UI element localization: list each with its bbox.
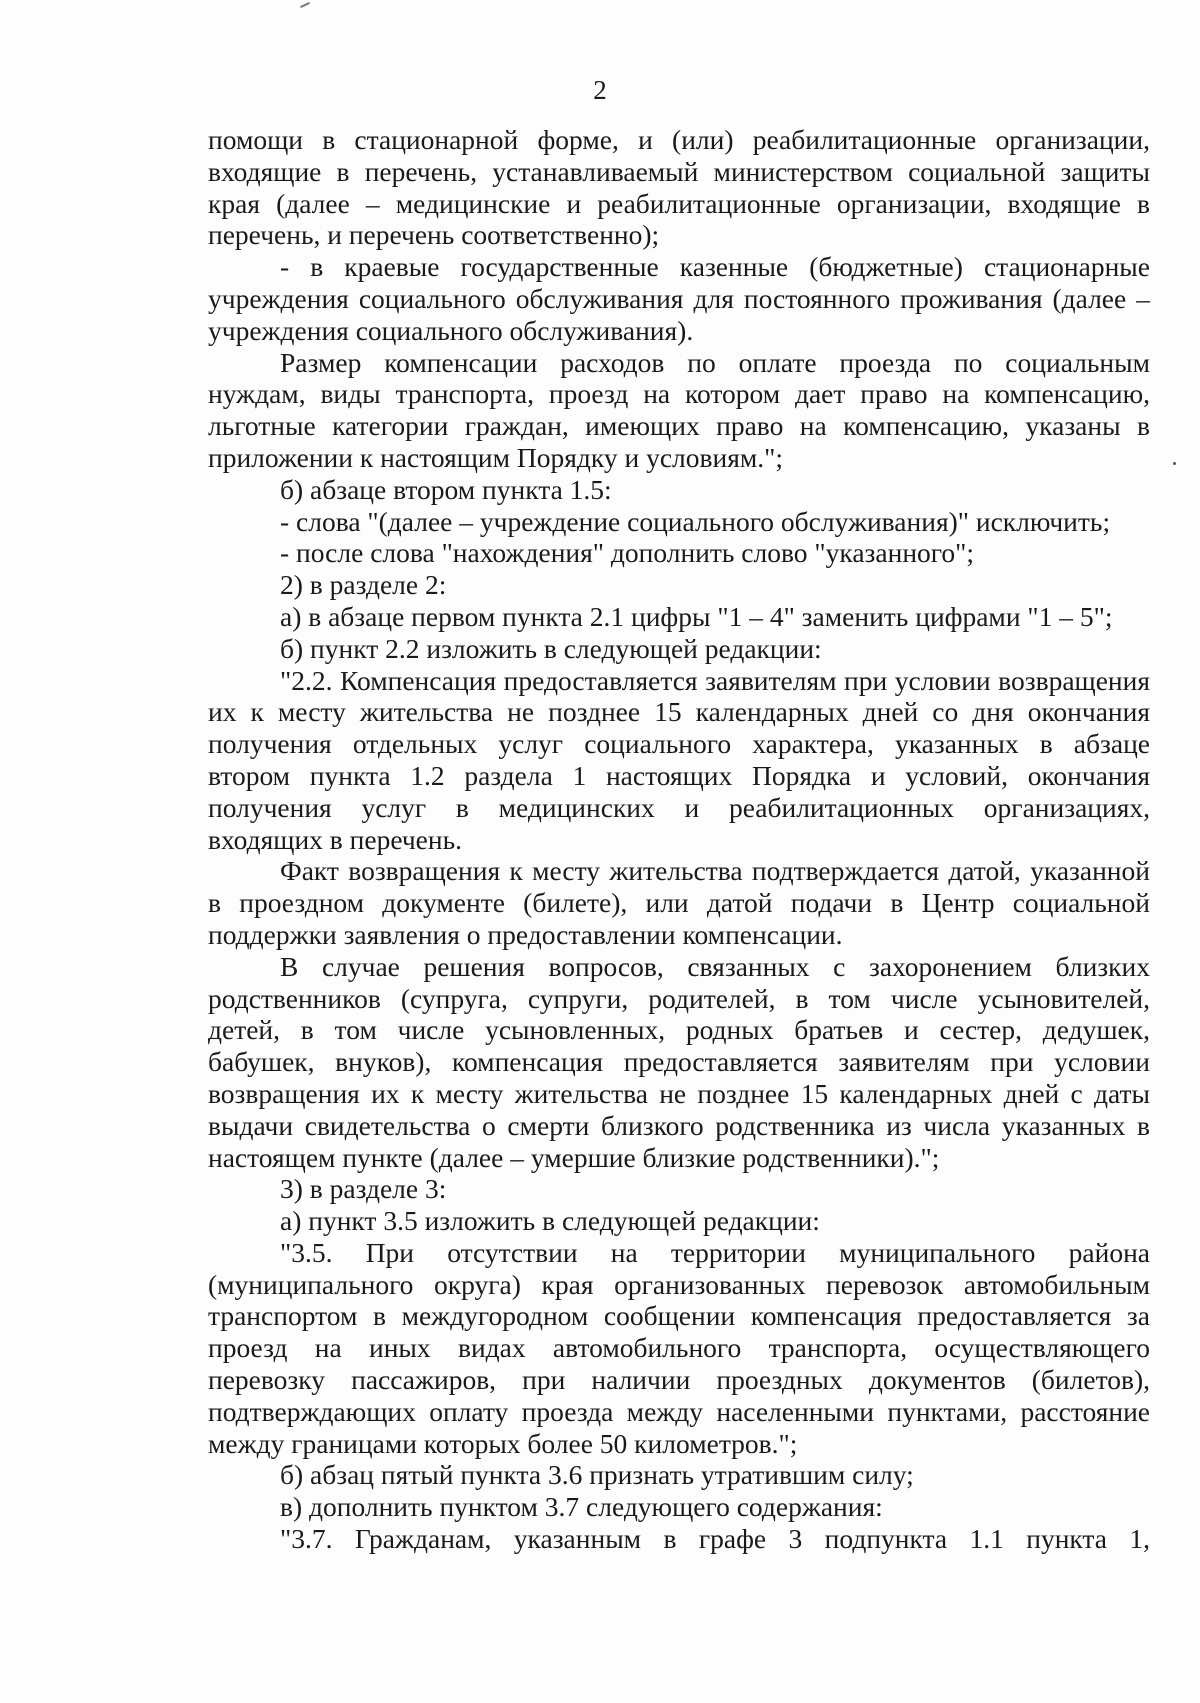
text-line: 2) в разделе 2: <box>280 569 447 601</box>
text-line: учреждения социального обслуживания для постоянного проживания (далее – <box>208 282 1150 314</box>
text-line: поддержки заявления о предоставлении компенсации. <box>208 918 843 950</box>
text-line: получения услуг в медицинских и реабилитационных организациях, <box>208 791 1150 823</box>
text-line: получения отдельных услуг социального характера, указанных в абзаце <box>208 728 1150 760</box>
text-line: настоящем пункте (далее – умершие близкие родственники)."; <box>208 1141 940 1173</box>
text-line: перечень, и перечень соответственно); <box>208 219 660 251</box>
text-line: льготные категории граждан, имеющих право на компенсацию, указаны в <box>208 410 1150 442</box>
text-line: проезд на иных видах автомобильного транспорта, осуществляющего <box>208 1332 1150 1364</box>
text-line: В случае решения вопросов, связанных с захоронением близких <box>280 950 1150 982</box>
text-line: "3.7. Гражданам, указанным в графе 3 подпункта 1.1 пункта 1, <box>280 1523 1150 1555</box>
text-line: родственников (супруга, супруги, родителей, в том числе усыновителей, <box>208 982 1150 1014</box>
text-line: в проездном документе (билете), или датой подачи в Центр социальной <box>208 887 1150 919</box>
text-line: помощи в стационарной форме, и (или) реабилитационные организации, <box>208 124 1150 155</box>
text-line: учреждения социального обслуживания). <box>208 314 694 346</box>
text-line: детей, в том числе усыновленных, родных братьев и сестер, дедушек, <box>208 1014 1150 1046</box>
document-body <box>208 124 1150 1555</box>
text-line: края (далее – медицинские и реабилитационные организации, входящие в <box>208 187 1150 219</box>
text-line: втором пункта 1.2 раздела 1 настоящих Порядка и условий, окончания <box>208 759 1150 791</box>
text-line: "2.2. Компенсация предоставляется заявителям при условии возвращения <box>280 664 1150 696</box>
text-line: - слова "(далее – учреждение социального обслуживания)" исключить; <box>280 505 1111 537</box>
text-line: между границами которых более 50 километров."; <box>208 1427 798 1459</box>
text-line: в) дополнить пунктом 3.7 следующего содержания: <box>280 1491 883 1523</box>
text-line: "3.5. При отсутствии на территории муниципального района <box>280 1236 1150 1268</box>
text-line: 3) в разделе 3: <box>280 1173 447 1205</box>
text-line: бабушек, внуков), компенсация предоставляется заявителям при условии <box>208 1046 1150 1078</box>
text-line: а) пункт 3.5 изложить в следующей редакции: <box>280 1205 820 1237</box>
text-line: транспортом в междугородном сообщении компенсация предоставляется за <box>208 1300 1150 1332</box>
text-line: входящих в перечень. <box>208 823 463 855</box>
text-line: приложении к настоящим Порядку и условиям."; <box>208 441 784 473</box>
text-line: подтверждающих оплату проезда между населенными пунктами, расстояние <box>208 1395 1150 1427</box>
text-line: б) пункт 2.2 изложить в следующей редакции: <box>280 632 822 664</box>
text-line: (муниципального округа) края организованных перевозок автомобильным <box>208 1268 1150 1300</box>
text-line: нуждам, виды транспорта, проезд на котором дает право на компенсацию, <box>208 378 1150 410</box>
text-line: б) абзаце втором пункта 1.5: <box>280 473 612 505</box>
page-number: 2 <box>593 75 607 105</box>
text-line: - в краевые государственные казенные (бюджетные) стационарные <box>280 251 1150 283</box>
text-line: Факт возвращения к месту жительства подтверждается датой, указанной <box>280 855 1150 887</box>
text-line: - после слова "нахождения" дополнить слово "указанного"; <box>280 537 974 569</box>
text-line: а) в абзаце первом пункта 2.1 цифры "1 – 4" заменить цифрами "1 – 5"; <box>280 600 1113 632</box>
scan-artifact-mark <box>300 2 310 8</box>
text-line: выдачи свидетельства о смерти близкого родственника из числа указанных в <box>208 1109 1150 1141</box>
text-line: возвращения их к месту жительства не позднее 15 календарных дней с даты <box>208 1077 1150 1109</box>
text-line: б) абзац пятый пункта 3.6 признать утратившим силу; <box>280 1459 914 1491</box>
text-line: их к месту жительства не позднее 15 календарных дней со дня окончания <box>208 696 1150 728</box>
text-line: входящие в перечень, устанавливаемый министерством социальной защиты <box>208 155 1150 187</box>
text-line: Размер компенсации расходов по оплате проезда по социальным <box>280 346 1150 378</box>
text-line: перевозку пассажиров, при наличии проездных документов (билетов), <box>208 1364 1150 1396</box>
scan-artifact-dot <box>1173 462 1176 465</box>
